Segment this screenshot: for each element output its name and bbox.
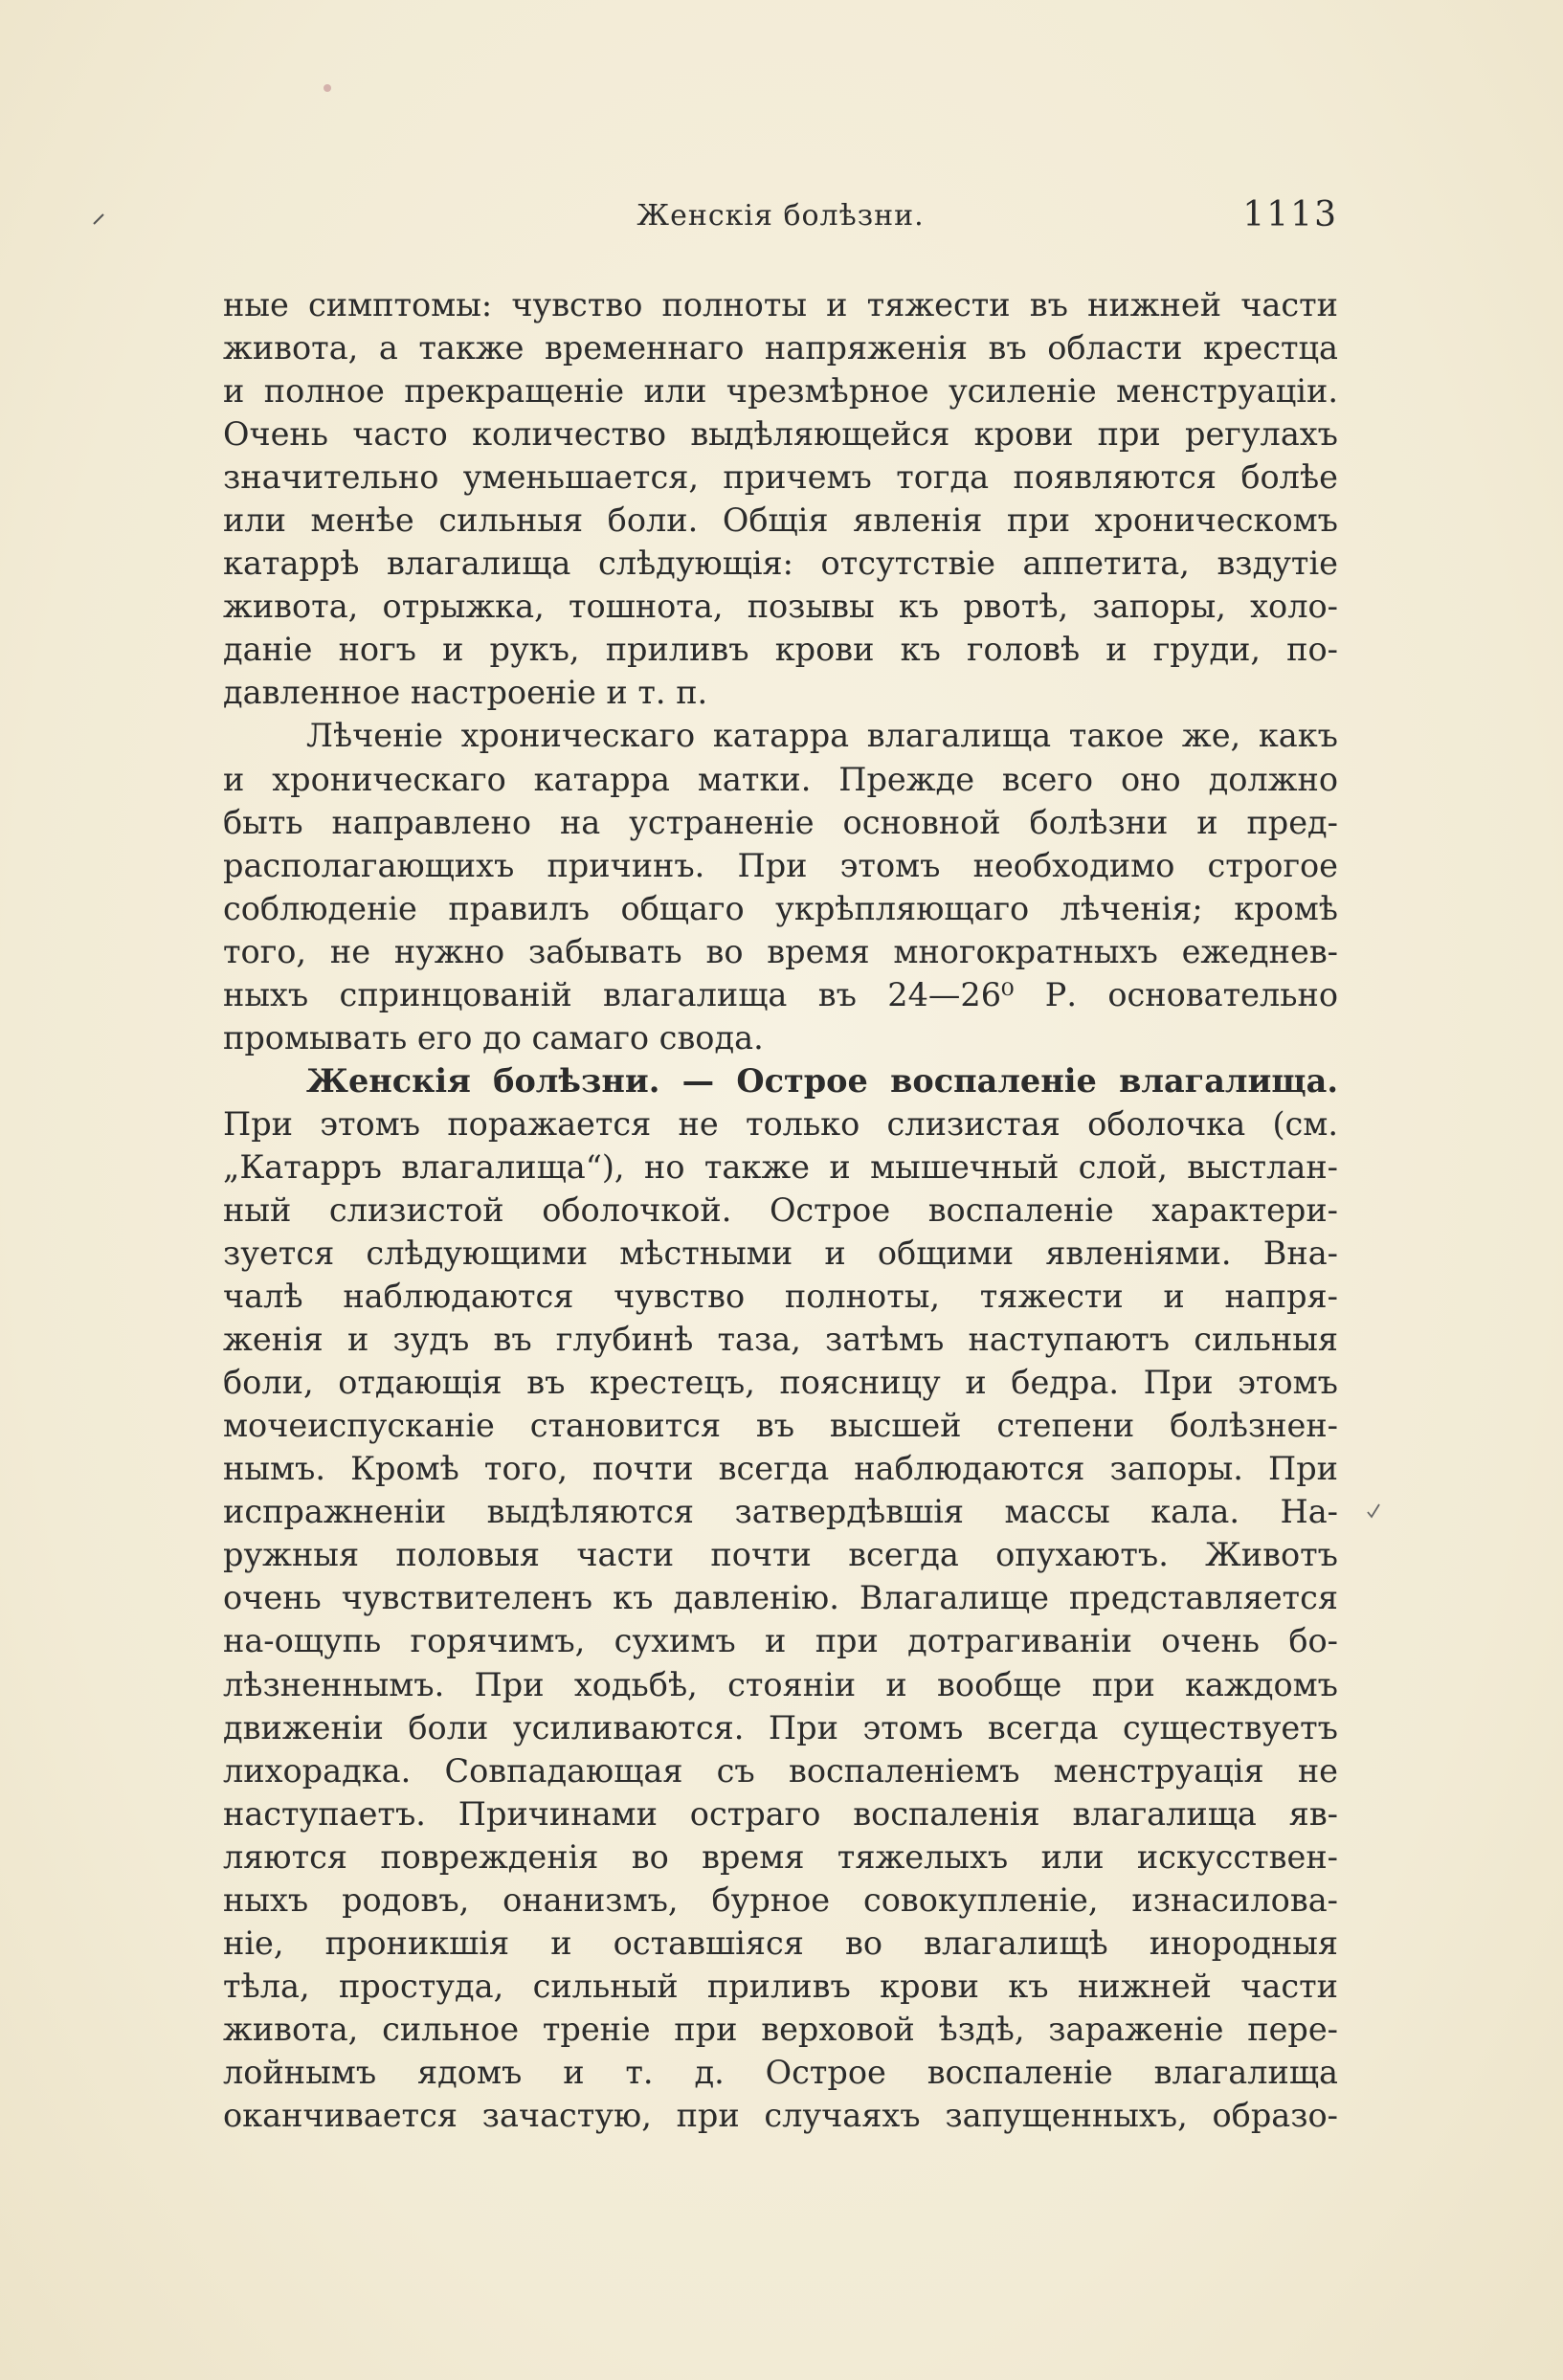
text-line: очень чувствителенъ къ давленію. Влагалище представляется xyxy=(223,1579,1338,1617)
text-line: значительно уменьшается, причемъ тогда появляются болѣе xyxy=(223,458,1338,497)
ink-spot xyxy=(324,84,331,92)
section-heading-bold: Женскія болѣзни. — Острое воспаленіе влагалища. xyxy=(306,1061,1338,1100)
text-line: мочеиспусканіе становится въ высшей степени болѣзнен- xyxy=(223,1407,1338,1445)
text-line: ляются поврежденія во время тяжелыхъ или искусствен- xyxy=(223,1837,1338,1876)
text-line: зуется слѣдующими мѣстными и общими явленіями. Вна- xyxy=(223,1234,1338,1273)
text-line: оканчивается зачастую, при случаяхъ запущенныхъ, образо- xyxy=(223,2096,1338,2134)
text-line: наступаетъ. Причинами остраго воспаленія влагалища яв- xyxy=(223,1794,1338,1833)
text-line: ный слизистой оболочкой. Острое воспаленіе характери- xyxy=(223,1190,1338,1229)
text-line: даніе ногъ и рукъ, приливъ крови къ головѣ и груди, по- xyxy=(223,631,1338,669)
text-line: ружныя половыя части почти всегда опухаютъ. Животъ xyxy=(223,1536,1338,1574)
running-title: Женскія болѣзни. xyxy=(636,199,925,233)
text-line: давленное настроеніе и т. п. xyxy=(223,674,708,712)
text-line: живота, сильное треніе при верховой ѣздѣ, зараженіе пере- xyxy=(223,2010,1338,2048)
text-line: Лѣченіе хроническаго катарра влагалища такое же, какъ xyxy=(306,717,1338,755)
pencil-mark-icon xyxy=(92,212,105,226)
text-line: движеніи боли усиливаются. При этомъ всегда существуетъ xyxy=(223,1708,1338,1746)
text-line: лихорадка. Совпадающая съ воспаленіемъ менструація не xyxy=(223,1751,1338,1790)
text-line: боли, отдающія въ крестецъ, поясницу и бедра. При этомъ xyxy=(223,1364,1338,1402)
text-line: ныхъ спринцованій влагалища въ 24—26⁰ Р. основательно xyxy=(223,975,1338,1013)
text-line: на-ощупь горячимъ, сухимъ и при дотрагиваніи очень бо- xyxy=(223,1622,1338,1660)
text-line: ные симптомы: чувство полноты и тяжести въ нижней части xyxy=(223,286,1338,323)
text-line: живота, а также временнаго напряженія въ области крестца xyxy=(223,329,1338,367)
text-line: женія и зудъ въ глубинѣ таза, затѣмъ наступаютъ сильныя xyxy=(223,1321,1338,1359)
text-line: или менѣе сильныя боли. Общія явленія при хроническомъ xyxy=(223,501,1338,540)
text-line: живота, отрыжка, тошнота, позывы къ рвотѣ, запоры, холо- xyxy=(223,588,1338,626)
text-line: и полное прекращеніе или чрезмѣрное усиленіе менструаціи. xyxy=(223,372,1338,411)
text-line: При этомъ поражается не только слизистая оболочка (см. xyxy=(223,1104,1338,1143)
text-line: ныхъ родовъ, онанизмъ, бурное совокупленіе, изнасилова- xyxy=(223,1880,1338,1919)
text-line: испражненіи выдѣляются затвердѣвшія массы кала. На- xyxy=(223,1493,1338,1531)
body-text xyxy=(223,283,1338,2137)
text-line: лойнымъ ядомъ и т. д. Острое воспаленіе влагалища xyxy=(223,2053,1338,2091)
text-line: и хроническаго катарра матки. Прежде всего оно должно xyxy=(223,760,1338,798)
text-line: того, не нужно забывать во время многократныхъ ежеднев- xyxy=(223,932,1338,970)
page-number: 1113 xyxy=(1242,195,1338,234)
page-header xyxy=(223,195,1338,247)
section-heading xyxy=(223,1059,1338,1102)
text-line: „Катарръ влагалища“), но также и мышечный слой, выстлан- xyxy=(223,1147,1338,1186)
text-line: чалѣ наблюдаются чувство полноты, тяжести и напря- xyxy=(223,1278,1338,1316)
text-line: лѣзненнымъ. При ходьбѣ, стояніи и вообще при каждомъ xyxy=(223,1665,1338,1703)
text-line: располагающихъ причинъ. При этомъ необходимо строгое xyxy=(223,846,1338,884)
text-line: соблюденіе правилъ общаго укрѣпляющаго лѣченія; кромѣ xyxy=(223,889,1338,927)
text-line: быть направлено на устраненіе основной болѣзни и пред- xyxy=(223,803,1338,841)
margin-check-mark-icon xyxy=(1367,1502,1380,1522)
text-line: промывать его до самаго свода. xyxy=(223,1018,764,1057)
text-line: катаррѣ влагалища слѣдующія: отсутствіе аппетита, вздутіе xyxy=(223,545,1338,583)
text-line: ніе, проникшія и оставшіяся во влагалищѣ инородныя xyxy=(223,1924,1338,1962)
text-line: нымъ. Кромѣ того, почти всегда наблюдаются запоры. При xyxy=(223,1450,1338,1488)
text-line: тѣла, простуда, сильный приливъ крови къ нижней части xyxy=(223,1967,1338,2005)
text-line: Очень часто количество выдѣляющейся крови при регулахъ xyxy=(223,415,1338,454)
